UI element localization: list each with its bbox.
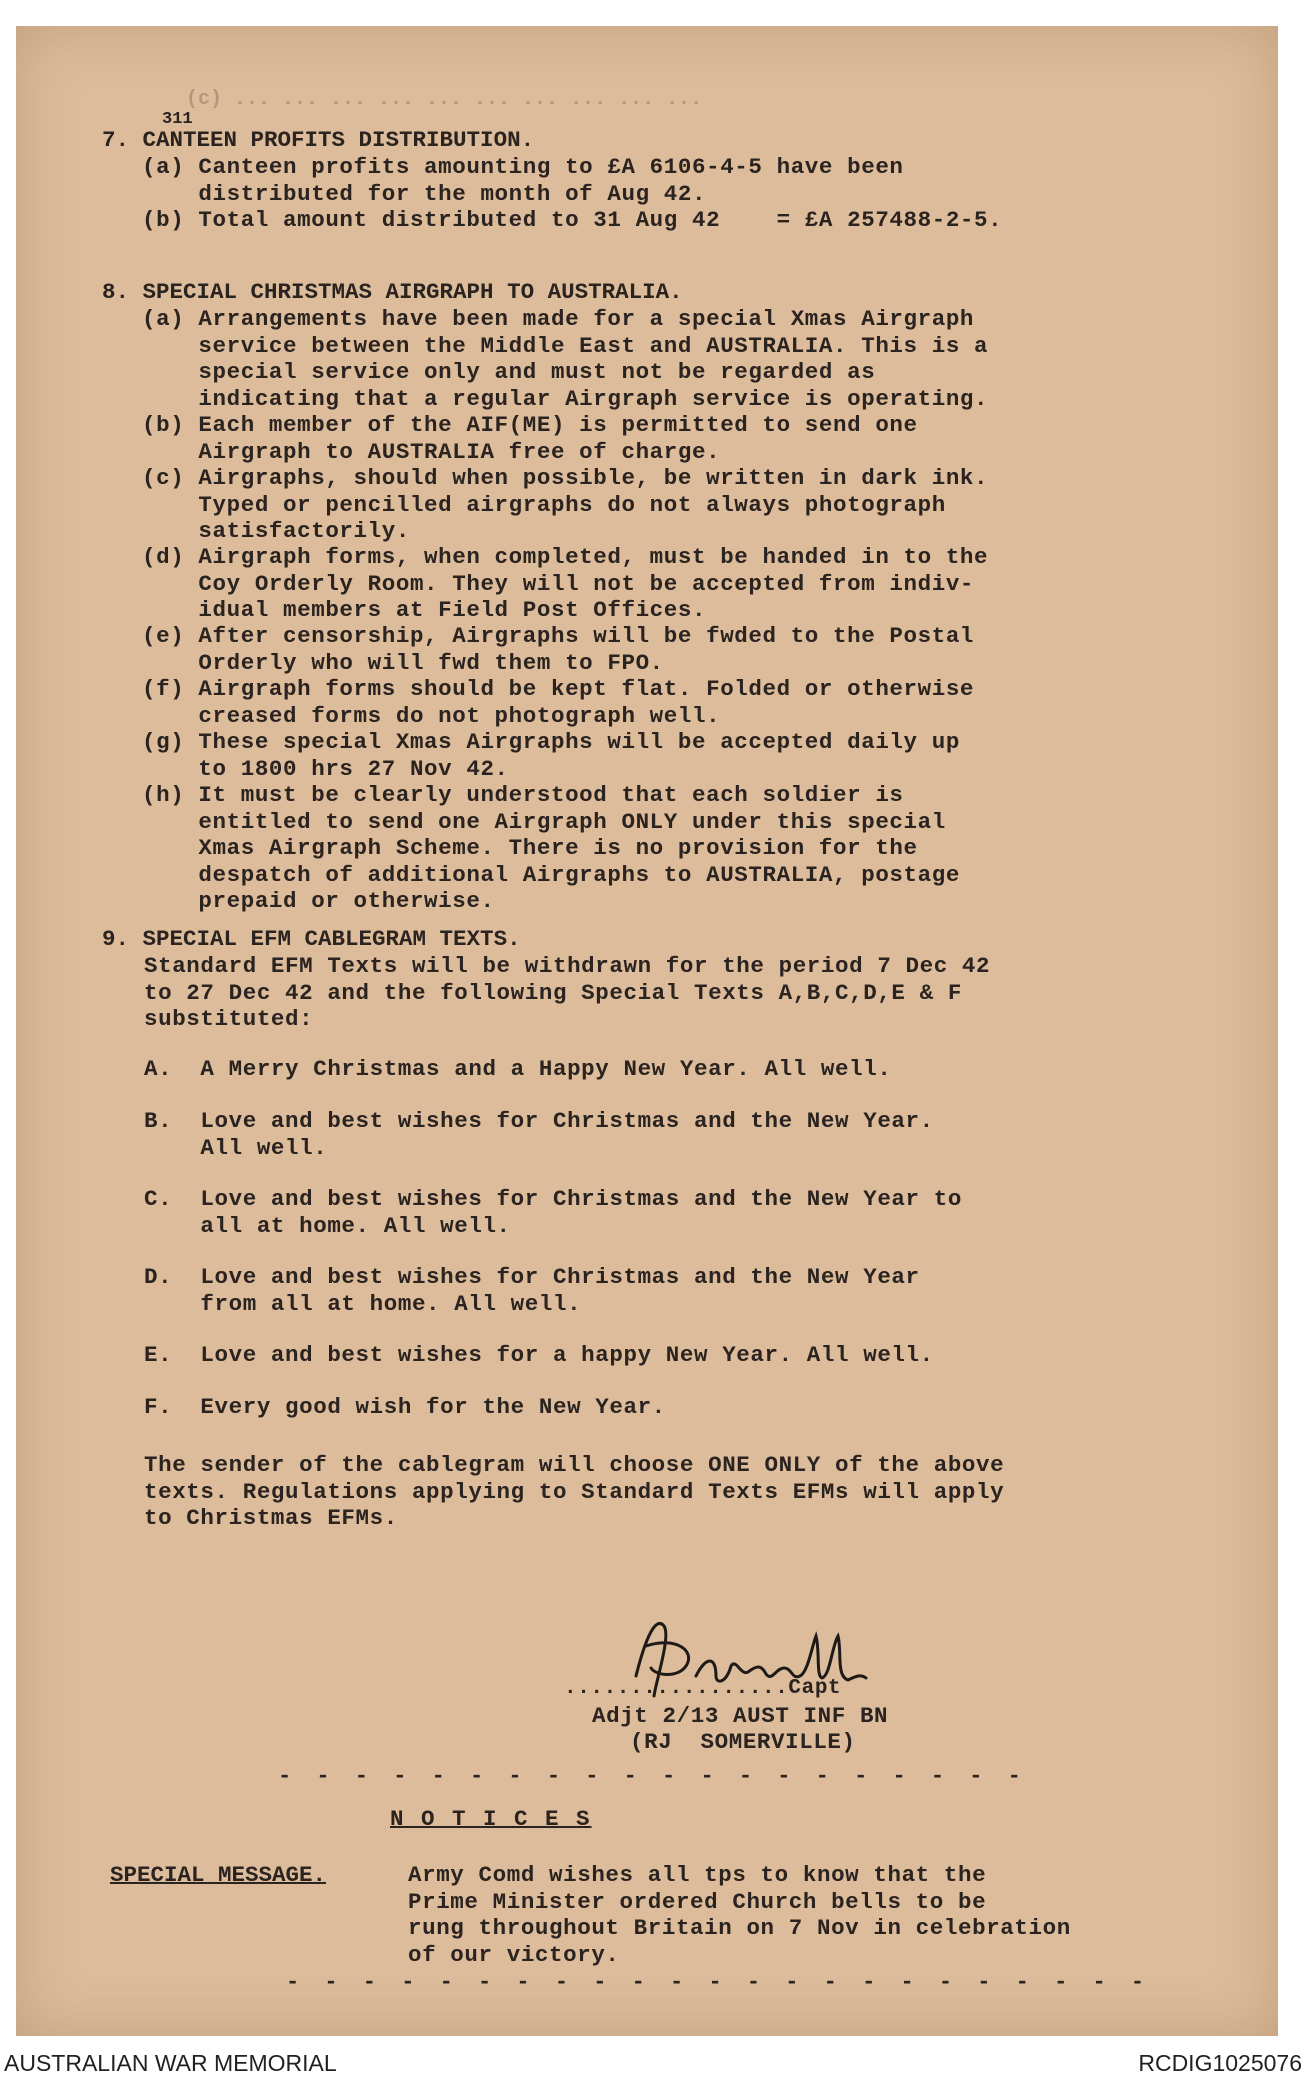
signature-line: .................Capt (564, 1677, 842, 1700)
section-7-item-a: (a) Canteen profits amounting to £A 6106-4-5 have been distributed for the month of Aug 42. (142, 154, 904, 207)
section-7-heading: 7. CANTEEN PROFITS DISTRIBUTION. (102, 127, 535, 153)
section-8-item-c: (c) Airgraphs, should when possible, be written in dark ink. Typed or pencilled airgraphs do not always photograph satisfactorily. (142, 465, 989, 544)
section-9-closing: The sender of the cablegram will choose ONE ONLY of the above texts. Regulations applying to Standard Texts EFMs will apply to Christmas EFMs. (144, 1452, 1005, 1531)
efm-text-f: F. Every good wish for the New Year. (144, 1394, 666, 1420)
efm-text-d: D. Love and best wishes for Christmas and the New Year from all at home. All well. (144, 1264, 920, 1317)
section-8-item-b: (b) Each member of the AIF(ME) is permitted to send one Airgraph to AUSTRALIA free of charge. (142, 412, 918, 465)
page-number: 311 (162, 110, 193, 129)
section-8-item-h: (h) It must be clearly understood that each soldier is entitled to send one Airgraph ONLY under this special Xmas Airgraph Scheme. There is no provision for the despatch of additional Airgraphs to AUSTRALIA, postage prepaid or otherwise. (142, 782, 960, 914)
section-9-intro: Standard EFM Texts will be withdrawn for the period 7 Dec 42 to 27 Dec 42 and the following Special Texts A,B,C,D,E & F substituted: (144, 953, 991, 1032)
footer-id: RCDIG1025076 (1138, 2050, 1302, 2076)
special-message-text: Army Comd wishes all tps to know that the Prime Minister ordered Church bells to be rung throughout Britain on 7 Nov in celebration of our victory. (408, 1862, 1071, 1968)
section-8-heading: 8. SPECIAL CHRISTMAS AIRGRAPH TO AUSTRALIA. (102, 279, 683, 305)
section-9-heading: 9. SPECIAL EFM CABLEGRAM TEXTS. (102, 926, 521, 952)
signature-name: (RJ SOMERVILLE) (630, 1729, 856, 1755)
section-8-item-d: (d) Airgraph forms, when completed, must be handed in to the Coy Orderly Room. They will not be accepted from indiv- idual members at Field Post Offices. (142, 544, 989, 623)
special-message-label: SPECIAL MESSAGE. (110, 1862, 327, 1888)
divider-bottom: - - - - - - - - - - - - - - - - - - - - - - - (286, 1970, 1151, 1995)
section-8-item-f: (f) Airgraph forms should be kept flat. Folded or otherwise creased forms do not photograph well. (142, 676, 975, 729)
section-8-item-e: (e) After censorship, Airgraphs will be fwded to the Postal Orderly who will fwd them to FPO. (142, 623, 975, 676)
divider-top: - - - - - - - - - - - - - - - - - - - - (278, 1764, 1027, 1789)
notices-heading: N O T I C E S (390, 1806, 592, 1832)
bleed-through-text: (c) ... ... ... ... ... ... ... ... ... ... (186, 88, 703, 111)
footer-source: AUSTRALIAN WAR MEMORIAL (4, 2050, 337, 2076)
efm-text-a: A. A Merry Christmas and a Happy New Year. All well. (144, 1056, 892, 1082)
signature-title: Adjt 2/13 AUST INF BN (592, 1703, 889, 1729)
section-8-item-g: (g) These special Xmas Airgraphs will be accepted daily up to 1800 hrs 27 Nov 42. (142, 729, 960, 782)
section-7-item-b: (b) Total amount distributed to 31 Aug 42 = £A 257488-2-5. (142, 207, 1003, 233)
document-page (16, 26, 1278, 2036)
efm-text-e: E. Love and best wishes for a happy New Year. All well. (144, 1342, 934, 1368)
section-8-item-a: (a) Arrangements have been made for a special Xmas Airgraph service between the Middle East and AUSTRALIA. This is a special service only and must not be regarded as indicating that a regular Airgraph service is operating. (142, 306, 989, 412)
efm-text-c: C. Love and best wishes for Christmas and the New Year to all at home. All well. (144, 1186, 962, 1239)
efm-text-b: B. Love and best wishes for Christmas and the New Year. All well. (144, 1108, 934, 1161)
